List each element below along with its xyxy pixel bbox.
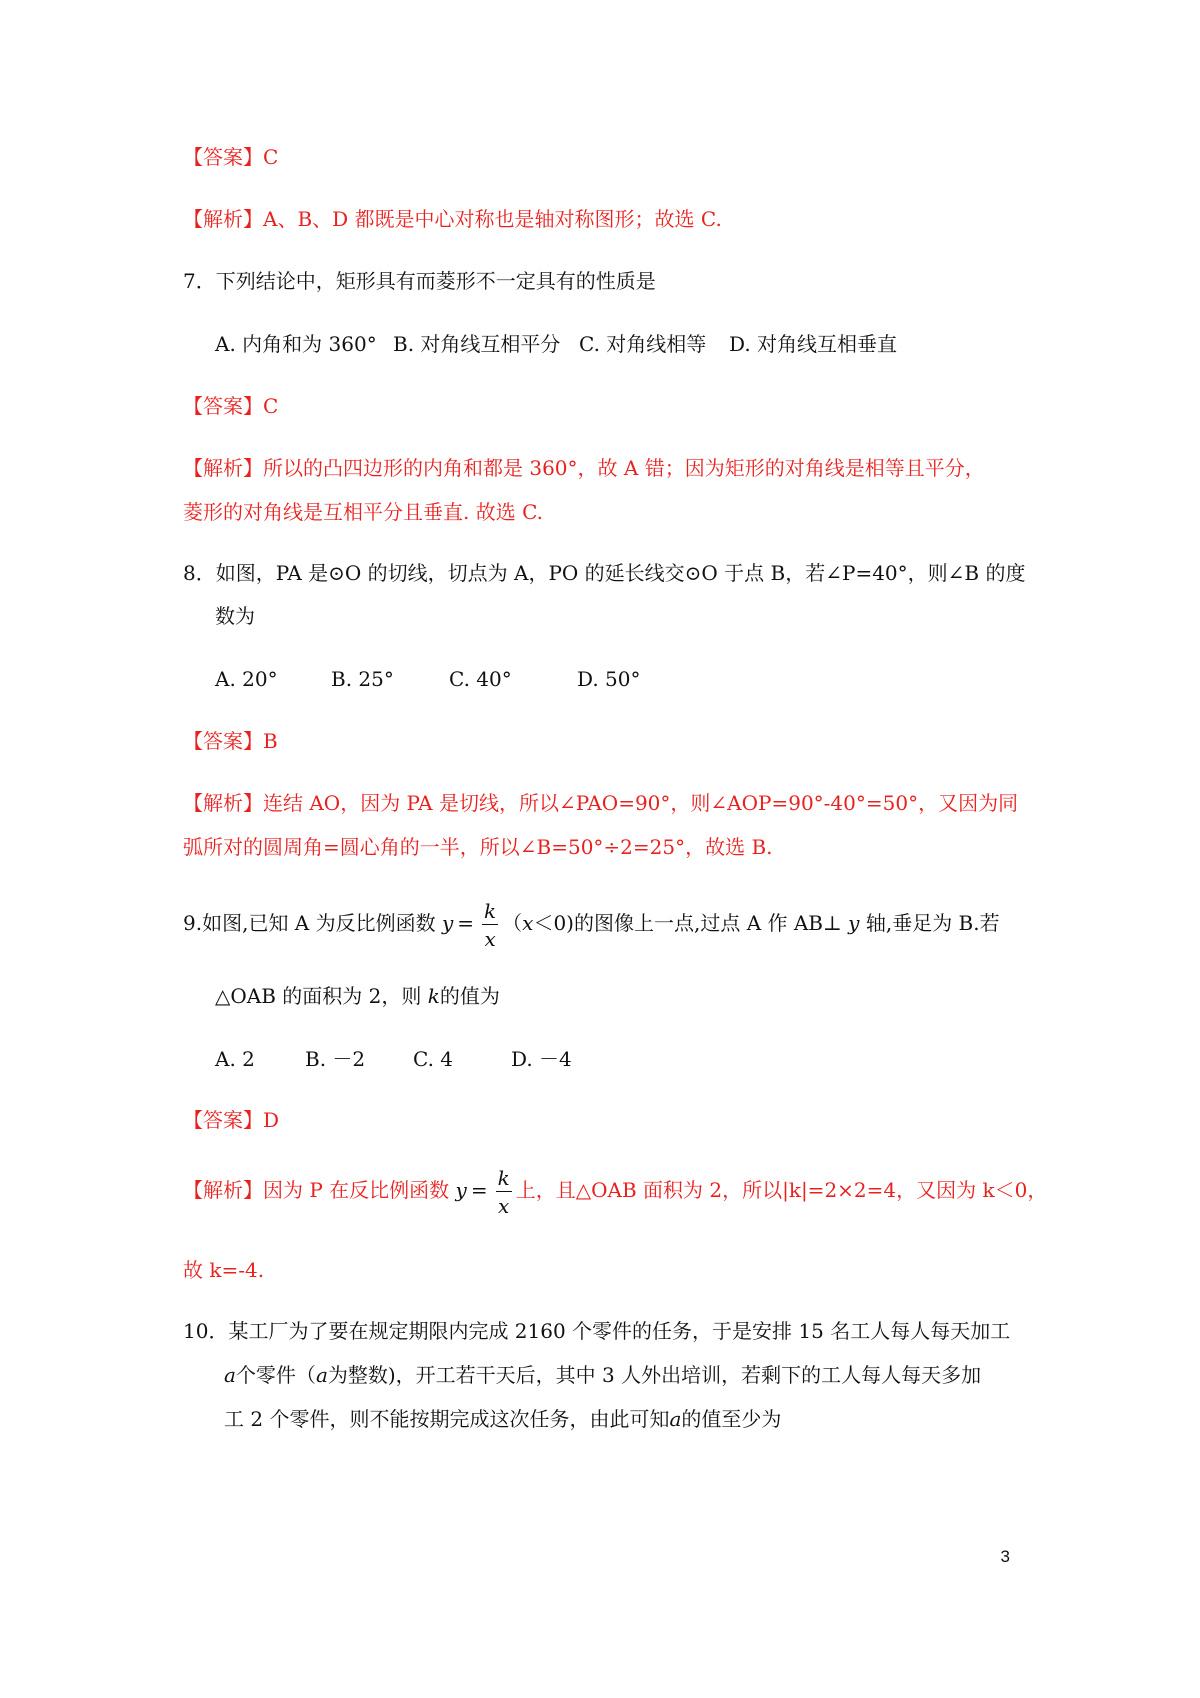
option-c: C. 对角线相等	[579, 332, 707, 356]
variable-k: k	[427, 984, 440, 1008]
analysis-suffix: 上，且△OAB 面积为 2，所以|k|=2×2=4，又因为 k＜0，	[515, 1178, 1048, 1202]
fraction-k-over-x	[482, 898, 498, 951]
option-a: A. 2	[215, 1047, 255, 1071]
analysis-text: A、B、D 都既是中心对称也是轴对称图形；故选 C.	[263, 207, 722, 231]
condition-open: （	[502, 911, 523, 935]
page-number: 3	[1000, 1547, 1010, 1566]
analysis-7-line-1	[183, 454, 985, 482]
answer-label: 【答案】	[183, 729, 263, 753]
analysis-9-line-1	[183, 1160, 1047, 1220]
stem-suffix: 轴,垂足为 B.若	[865, 911, 1000, 935]
question-7-options	[215, 330, 897, 358]
variable-y: y	[441, 911, 454, 935]
question-7-stem: 7．下列结论中，矩形具有而菱形不一定具有的性质是	[183, 269, 656, 293]
stem-text-end: 的值为	[439, 984, 500, 1008]
analysis-prefix: 因为 P 在反比例函数	[263, 1178, 450, 1202]
question-8-options	[215, 665, 641, 693]
analysis-text: 所以的凸四边形的内角和都是 360°，故 A 错；因为矩形的对角线是相等且平分，	[263, 456, 985, 480]
answer-value: D	[263, 1108, 280, 1132]
question-9-stem-line-1	[183, 893, 1000, 953]
answer-label: 【答案】	[183, 145, 263, 169]
answer-7	[183, 392, 278, 420]
question-10-line-3	[224, 1405, 781, 1433]
answer-9	[183, 1106, 279, 1134]
axis-y: y	[848, 911, 860, 935]
question-8-stem-line-1: 8．如图，PA 是⊙O 的切线，切点为 A，PO 的延长线交⊙O 于点 B，若∠P=40°，则∠B 的度	[183, 561, 1026, 585]
answer-label: 【答案】	[183, 1108, 263, 1132]
analysis-8-line-1	[183, 789, 1018, 817]
answer-8	[183, 727, 278, 755]
option-a: A. 20°	[215, 667, 278, 691]
variable-a: a	[224, 1363, 236, 1387]
variable-a: a	[315, 1363, 328, 1387]
variable-x: x	[522, 911, 534, 935]
option-c: C. 4	[413, 1047, 454, 1071]
stem-prefix: 9.如图,已知 A 为反比例函数	[183, 911, 436, 935]
answer-value: C	[263, 145, 279, 169]
question-9-stem-line-2	[215, 982, 500, 1010]
option-b: B. 25°	[331, 667, 394, 691]
question-9-options	[215, 1045, 572, 1073]
option-b: B. 对角线互相平分	[393, 332, 561, 356]
analysis-label: 【解析】	[183, 1178, 263, 1202]
answer-label: 【答案】	[183, 394, 263, 418]
analysis-8-line-2: 弧所对的圆周角=圆心角的一半，所以∠B=50°÷2=25°，故选 B.	[183, 835, 773, 859]
text: 的值至少为	[681, 1407, 782, 1431]
equals-sign: =	[457, 911, 475, 935]
option-b: B. －2	[305, 1047, 366, 1071]
analysis-6	[183, 205, 722, 233]
equals-sign: =	[470, 1178, 488, 1202]
option-a: A. 内角和为 360°	[215, 332, 377, 356]
analysis-label: 【解析】	[183, 207, 263, 231]
text: 个零件（	[235, 1363, 316, 1387]
condition-rest: ＜0)的图像上一点,过点 A 作 AB⊥	[533, 911, 842, 935]
fraction-numerator: k	[497, 1165, 510, 1190]
stem-text: △OAB 的面积为 2，则	[215, 984, 422, 1008]
answer-value: B	[263, 729, 278, 753]
option-c: C. 40°	[449, 667, 512, 691]
option-d: D. －4	[511, 1047, 572, 1071]
fraction-denominator: x	[484, 926, 496, 951]
text: 为整数)，开工若干天后，其中 3 人外出培训，若剩下的工人每人每天多加	[327, 1363, 982, 1387]
text: 工 2 个零件，则不能按期完成这次任务，由此可知	[224, 1407, 670, 1431]
answer-6	[183, 143, 278, 171]
analysis-label: 【解析】	[183, 456, 263, 480]
fraction-denominator: x	[498, 1193, 510, 1218]
question-8-stem-line-2: 数为	[215, 604, 255, 628]
fraction-numerator: k	[484, 898, 497, 923]
analysis-label: 【解析】	[183, 791, 263, 815]
answer-value: C	[263, 394, 279, 418]
option-d: D. 50°	[577, 667, 641, 691]
fraction-k-over-x	[496, 1165, 512, 1218]
variable-y: y	[455, 1178, 467, 1202]
analysis-9-line-2: 故 k=-4.	[183, 1258, 265, 1282]
question-10-line-2	[224, 1361, 981, 1389]
question-10-line-1: 10．某工厂为了要在规定期限内完成 2160 个零件的任务，于是安排 15 名工人每人每天加工	[183, 1319, 1011, 1343]
option-d: D. 对角线互相垂直	[729, 332, 898, 356]
analysis-7-line-2: 菱形的对角线是互相平分且垂直. 故选 C.	[183, 500, 544, 524]
analysis-text: 连结 AO，因为 PA 是切线，所以∠PAO=90°，则∠AOP=90°-40°=50°，又因为同	[263, 791, 1019, 815]
variable-a: a	[669, 1407, 682, 1431]
